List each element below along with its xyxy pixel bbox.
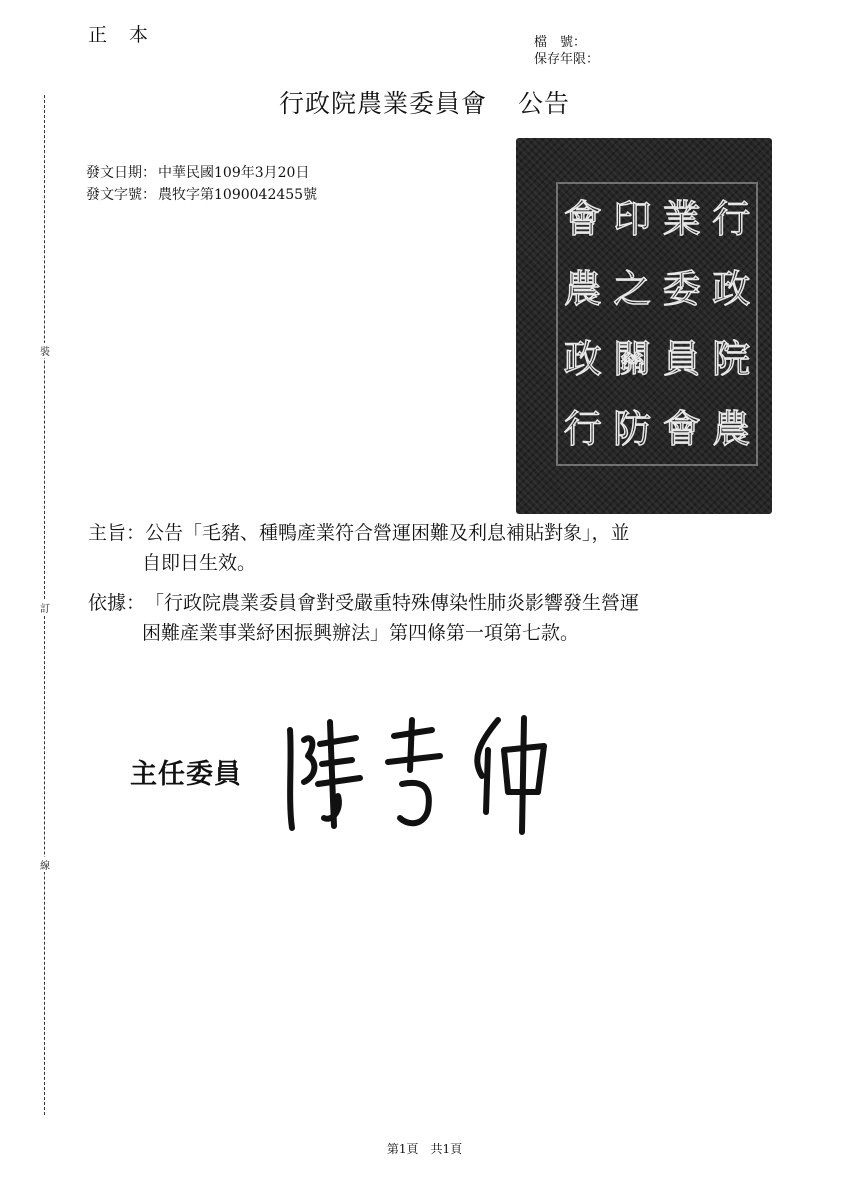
file-meta <box>534 34 599 68</box>
dispatch-info <box>86 162 317 206</box>
dispatch-date-row <box>86 162 317 184</box>
subject-label: 主旨： <box>88 522 146 544</box>
seal-character: 院 <box>712 337 751 381</box>
handwritten-signature-icon <box>282 700 552 840</box>
dispatch-date-label: 發文日期： <box>86 165 156 181</box>
binding-mark-line: 線 <box>34 857 56 872</box>
basis-line-1: 「行政院農業委員會對受嚴重特殊傳染性肺炎影響發生營運 <box>145 592 640 614</box>
seal-characters <box>556 182 758 466</box>
seal-character: 員 <box>662 337 701 381</box>
seal-character: 會 <box>662 407 701 451</box>
file-number-label: 檔 號： <box>534 35 587 50</box>
document-type: 公告 <box>517 89 570 118</box>
basis-label: 依據： <box>88 592 146 614</box>
page-number: 第1頁 <box>386 1142 419 1156</box>
seal-character: 農 <box>563 267 602 311</box>
basis-paragraph <box>88 588 768 648</box>
seal-character: 防 <box>613 407 652 451</box>
signature-block <box>130 700 550 840</box>
seal-character: 之 <box>613 267 652 311</box>
seal-character: 政 <box>563 337 602 381</box>
binding-line <box>40 95 50 1115</box>
subject-paragraph <box>88 518 768 578</box>
seal-character: 印 <box>613 197 652 241</box>
binding-mark-bind: 裝 <box>34 343 56 358</box>
seal-character: 關 <box>613 337 652 381</box>
basis-line-2: 困難產業事業紓困振興辦法」第四條第一項第七款。 <box>142 622 580 644</box>
dispatch-date-value: 中華民國109年3月20日 <box>158 165 310 181</box>
seal-character: 行 <box>712 197 751 241</box>
seal-character: 會 <box>563 197 602 241</box>
seal-character: 行 <box>563 407 602 451</box>
agency-name: 行政院農業委員會 <box>279 89 488 118</box>
dispatch-number-value: 農牧字第1090042455號 <box>158 187 318 203</box>
signatory-title: 主任委員 <box>130 759 242 790</box>
binding-mark-staple: 訂 <box>34 600 56 615</box>
dispatch-number-row <box>86 184 317 206</box>
page-footer <box>0 1140 849 1157</box>
subject-line-2: 自即日生效。 <box>142 552 257 574</box>
official-seal-icon <box>516 138 772 514</box>
seal-character: 政 <box>712 267 751 311</box>
seal-character: 農 <box>712 407 751 451</box>
page-total: 共1頁 <box>430 1142 463 1156</box>
retention-label: 保存年限： <box>534 52 600 67</box>
seal-character: 業 <box>662 197 701 241</box>
subject-line-1: 公告「毛豬、種鴨產業符合營運困難及利息補貼對象」，並 <box>145 522 630 544</box>
seal-character: 委 <box>662 267 701 311</box>
dispatch-number-label: 發文字號： <box>86 187 156 203</box>
document-body <box>88 518 768 658</box>
copy-label: 正本 <box>88 24 171 46</box>
page-title <box>0 84 849 120</box>
